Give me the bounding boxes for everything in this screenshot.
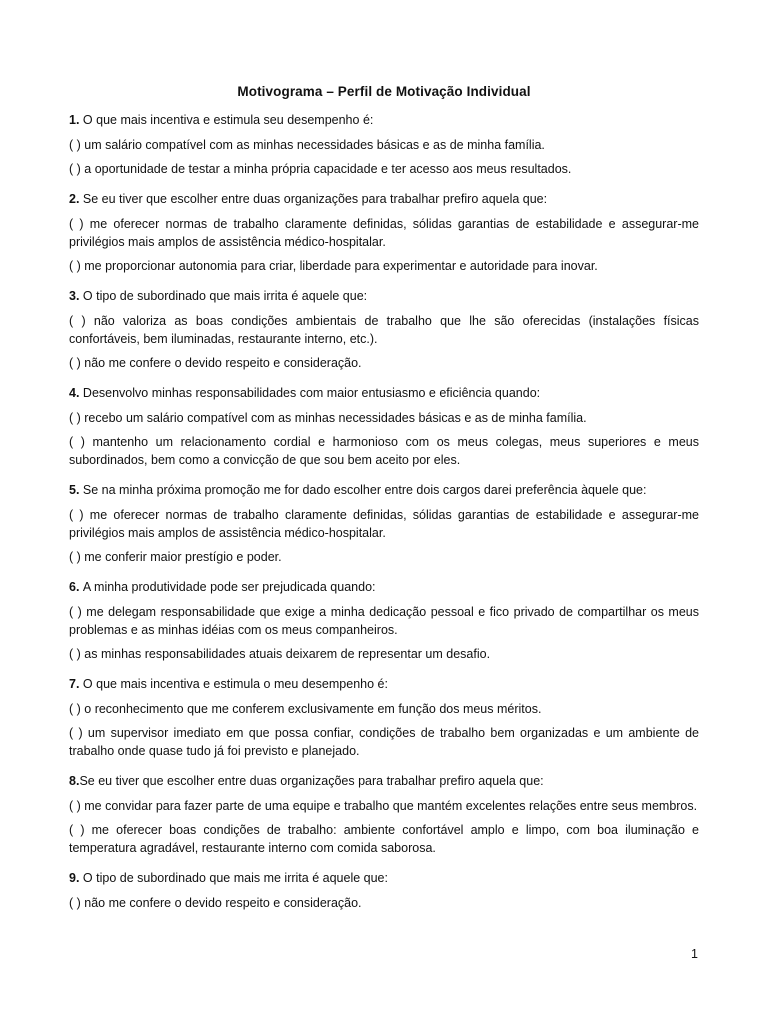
answer-option[interactable]: ( ) me conferir maior prestígio e poder. <box>69 550 282 564</box>
question-block <box>69 192 699 275</box>
question-number: 2. <box>69 192 80 206</box>
question-heading <box>69 289 699 303</box>
question-number: 7. <box>69 677 80 691</box>
document-page <box>69 84 699 926</box>
answer-option[interactable]: ( ) um supervisor imediato em que possa confiar, condições de trabalho bem organizadas e um ambiente de trabalho onde quase tudo já foi previsto e planejado. <box>69 726 699 758</box>
question-text: Desenvolvo minhas responsabilidades com maior entusiasmo e eficiência quando: <box>82 386 541 400</box>
question-number: 8. <box>69 774 80 788</box>
question-text: A minha produtividade pode ser prejudicada quando: <box>82 580 376 594</box>
answer-option[interactable]: ( ) não me confere o devido respeito e consideração. <box>69 356 362 370</box>
page-number: 1 <box>691 947 698 961</box>
answer-option[interactable]: ( ) um salário compatível com as minhas necessidades básicas e as de minha família. <box>69 138 545 152</box>
question-text: O que mais incentiva e estimula o meu desempenho é: <box>82 677 388 691</box>
question-block <box>69 386 699 469</box>
question-heading <box>69 483 699 497</box>
question-heading <box>69 113 699 127</box>
answer-option[interactable]: ( ) não me confere o devido respeito e consideração. <box>69 896 362 910</box>
question-heading <box>69 677 699 691</box>
question-block <box>69 113 699 178</box>
question-text: Se eu tiver que escolher entre duas organizações para trabalhar prefiro aquela que: <box>79 774 544 788</box>
question-block <box>69 580 699 663</box>
question-text: O tipo de subordinado que mais me irrita é aquele que: <box>82 871 388 885</box>
answer-option[interactable]: ( ) me oferecer normas de trabalho claramente definidas, sólidas garantias de estabilidade e assegurar-me privilégios mais amplos de assistência médico-hospitalar. <box>69 217 699 249</box>
question-block <box>69 774 699 857</box>
question-heading <box>69 386 699 400</box>
answer-option[interactable]: ( ) me oferecer boas condições de trabalho: ambiente confortável amplo e limpo, com boa iluminação e temperatura agradável, restaurante interno com comida saborosa. <box>69 823 699 855</box>
questionnaire <box>69 113 699 912</box>
question-block <box>69 483 699 566</box>
question-block <box>69 289 699 372</box>
answer-option[interactable]: ( ) mantenho um relacionamento cordial e harmonioso com os meus colegas, meus superiores e meus subordinados, bem como a convicção de que sou bem aceito por eles. <box>69 435 699 467</box>
answer-option[interactable]: ( ) me oferecer normas de trabalho claramente definidas, sólidas garantias de estabilidade e assegurar-me privilégios mais amplos de assistência médico-hospitalar. <box>69 508 699 540</box>
answer-option[interactable]: ( ) me convidar para fazer parte de uma equipe e trabalho que mantém excelentes relações entre seus membros. <box>69 799 698 813</box>
question-heading <box>69 580 699 594</box>
document-title: Motivograma – Perfil de Motivação Individual <box>237 84 531 99</box>
question-number: 3. <box>69 289 80 303</box>
question-number: 9. <box>69 871 80 885</box>
answer-option[interactable]: ( ) a oportunidade de testar a minha própria capacidade e ter acesso aos meus resultados. <box>69 162 572 176</box>
answer-option[interactable]: ( ) me delegam responsabilidade que exige a minha dedicação pessoal e fico privado de compartilhar os meus problemas e as minhas idéias com os meus companheiros. <box>69 605 699 637</box>
question-heading <box>69 192 699 206</box>
question-text: O que mais incentiva e estimula seu desempenho é: <box>82 113 374 127</box>
answer-option[interactable]: ( ) as minhas responsabilidades atuais deixarem de representar um desafio. <box>69 647 491 661</box>
answer-option[interactable]: ( ) o reconhecimento que me conferem exclusivamente em função dos meus méritos. <box>69 702 542 716</box>
answer-option[interactable]: ( ) recebo um salário compatível com as minhas necessidades básicas e as de minha família. <box>69 411 587 425</box>
question-number: 4. <box>69 386 80 400</box>
question-text: Se na minha próxima promoção me for dado escolher entre dois cargos darei preferência àquele que: <box>82 483 647 497</box>
answer-option[interactable]: ( ) não valoriza as boas condições ambientais de trabalho que lhe são oferecidas (instalações físicas confortáveis, bem iluminadas, restaurante interno, etc.). <box>69 314 699 346</box>
question-block <box>69 677 699 760</box>
question-heading <box>69 871 699 885</box>
question-number: 6. <box>69 580 80 594</box>
answer-option[interactable]: ( ) me proporcionar autonomia para criar, liberdade para experimentar e autoridade para inovar. <box>69 259 598 273</box>
question-text: O tipo de subordinado que mais irrita é aquele que: <box>82 289 368 303</box>
question-number: 1. <box>69 113 80 127</box>
question-heading <box>69 774 699 788</box>
question-number: 5. <box>69 483 80 497</box>
question-text: Se eu tiver que escolher entre duas organizações para trabalhar prefiro aquela que: <box>82 192 548 206</box>
question-block <box>69 871 699 912</box>
